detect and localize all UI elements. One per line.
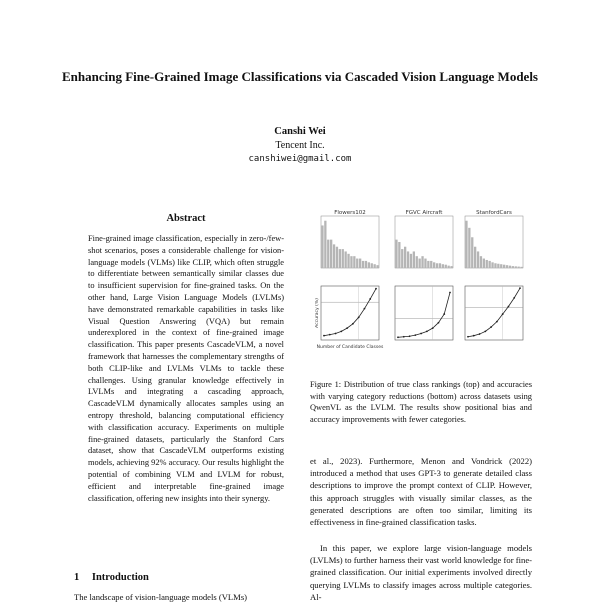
section-number: 1	[74, 572, 80, 583]
accuracy-line	[468, 288, 520, 337]
histogram-bar	[371, 263, 373, 268]
accuracy-point	[340, 330, 342, 332]
accuracy-point	[479, 333, 481, 335]
accuracy-point	[323, 335, 325, 337]
intro-first-line: The landscape of vision-language models (VLMs)	[74, 592, 248, 602]
histogram-bar	[427, 261, 429, 268]
accuracy-point	[409, 335, 411, 337]
accuracy-point	[519, 287, 521, 289]
histogram-bar	[350, 256, 352, 268]
accuracy-point	[496, 321, 498, 323]
histogram-bar	[489, 261, 491, 268]
histogram-bar	[497, 264, 499, 268]
histogram-bar	[416, 256, 418, 268]
accuracy-point	[335, 333, 337, 335]
line-chart-frame	[465, 286, 523, 340]
accuracy-point	[426, 330, 428, 332]
histogram-bar	[486, 260, 488, 268]
histogram-bar	[450, 266, 452, 268]
accuracy-point	[438, 322, 440, 324]
author-email[interactable]: canshiwei@gmail.com	[248, 154, 352, 164]
histogram-bar	[518, 267, 520, 268]
histogram-bar	[365, 261, 367, 268]
histogram-bar	[477, 251, 479, 268]
histogram-bar	[445, 265, 447, 268]
histogram-bar	[483, 259, 485, 268]
histogram-bar	[494, 263, 496, 268]
histogram-bar	[376, 265, 378, 268]
figure-1	[315, 208, 535, 373]
histogram-bar	[520, 267, 522, 268]
accuracy-point	[473, 335, 475, 337]
accuracy-point	[502, 313, 504, 315]
section-heading	[74, 572, 149, 583]
histogram-bar	[421, 256, 423, 268]
histogram-bar	[468, 228, 470, 268]
author-name: Canshi Wei	[274, 126, 326, 137]
histogram-bar	[347, 254, 349, 268]
accuracy-point	[346, 327, 348, 329]
accuracy-point	[484, 330, 486, 332]
y-axis-label: Accuracy (%)	[315, 298, 320, 328]
accuracy-point	[443, 313, 445, 315]
histogram-bar	[339, 249, 341, 268]
histogram-bar	[395, 240, 397, 268]
accuracy-point	[364, 308, 366, 310]
histogram-bar	[353, 256, 355, 268]
histogram-bar	[359, 259, 361, 268]
histogram-bar	[465, 221, 467, 268]
figure-caption: Figure 1: Distribution of true class rankings (top) and accuracies with varying category reductions (bottom) across datasets using QwenVL as the LVLM. The results show positional bias and accuracy improvements with fewer categories.	[310, 380, 532, 424]
histogram-bar	[503, 265, 505, 268]
histogram-bar	[413, 251, 415, 268]
panel-title: Flowers102	[334, 210, 366, 216]
histogram-bar	[324, 221, 326, 268]
histogram-bar	[512, 266, 514, 268]
accuracy-point	[449, 292, 451, 294]
histogram-bar	[480, 256, 482, 268]
histogram-bar	[336, 247, 338, 268]
histogram-bar	[356, 259, 358, 268]
histogram-bar	[506, 265, 508, 268]
histogram-bar	[491, 262, 493, 268]
histogram-bar	[330, 240, 332, 268]
histogram-bar	[407, 251, 409, 268]
histogram-bar	[333, 244, 335, 268]
histogram-frame	[395, 216, 453, 268]
histogram-bar	[321, 225, 323, 268]
histogram-bar	[374, 264, 376, 268]
histogram-bar	[345, 251, 347, 268]
histogram-bar	[404, 247, 406, 268]
accuracy-point	[369, 298, 371, 300]
histogram-bar	[327, 240, 329, 268]
author-affiliation: Tencent Inc.	[275, 140, 325, 151]
histogram-bar	[509, 266, 511, 268]
accuracy-point	[352, 323, 354, 325]
accuracy-point	[358, 316, 360, 318]
histogram-bar	[419, 259, 421, 268]
histogram-bar	[439, 263, 441, 268]
histogram-bar	[362, 261, 364, 268]
section-title: Introduction	[91, 572, 149, 583]
histogram-frame	[465, 216, 523, 268]
abstract-text: Fine-grained image classification, especially in zero-/few-shot scenarios, poses a considerable challenge for vision-language models (VLMs) like CLIP, which often struggle to differentiate between semantically similar classes due to insufficient supervision for fine-grained tasks. On the other hand, Large Vision Language Models (LVLMs) have demonstrated remarkable capabilities in tasks like Visual Question Answering (VQA) but remain underexplored in the context of fine-grained image classification. This paper presents CascadeVLM, a novel framework that harnesses the complementary strengths of both CLIP-like and LVLMs VLMs to tackle these challenges. Using granular knowledge effectively in LVLMs and integrating a cascading approach, CascadeVLM dynamically allocates samples using an entropy threshold, balancing computational efficiency with classification accuracy. Experiments on multiple fine-grained datasets, particularly the Stanford Cars dataset, show that CascadeVLM outperforms existing models, achieving 92% accuracy. Our results highlight the potential of combining VLM and LVLM for robust, efficient and interpretable fine-grained image classification, offering new insights into their synergy.	[88, 234, 284, 503]
histogram-bar	[398, 242, 400, 268]
histogram-bar	[515, 266, 517, 268]
histogram-bar	[471, 237, 473, 268]
x-axis-label: Number of Candidate Classes	[316, 345, 384, 350]
accuracy-point	[490, 326, 492, 328]
right-column-paragraph-1: et al., 2023). Furthermore, Menon and Vondrick (2022) introduced a method that uses GPT-3 to generate detailed class descriptions to improve the prompt context of CLIP. However, this approach struggles with visually similar classes, as the generated descriptions are often too similar, limiting its effectiveness in fine-grained classification tasks.	[310, 456, 532, 528]
accuracy-point	[467, 336, 469, 338]
panel-title: StanfordCars	[476, 210, 512, 216]
accuracy-point	[403, 336, 405, 338]
accuracy-point	[508, 306, 510, 308]
line-chart-frame	[321, 286, 379, 340]
paper-title: Enhancing Fine-Grained Image Classifications via Cascaded Vision Language Models	[62, 69, 538, 84]
histogram-bar	[500, 264, 502, 268]
histogram-bar	[448, 266, 450, 268]
histogram-bar	[442, 264, 444, 268]
accuracy-point	[397, 336, 399, 338]
histogram-bar	[410, 254, 412, 268]
histogram-bar	[368, 262, 370, 268]
histogram-bar	[433, 262, 435, 268]
histogram-bar	[401, 249, 403, 268]
accuracy-line	[398, 292, 450, 337]
abstract-heading: Abstract	[166, 213, 206, 224]
histogram-bar	[424, 259, 426, 268]
histogram-bar	[474, 247, 476, 268]
accuracy-point	[375, 288, 377, 290]
histogram-bar	[436, 263, 438, 268]
panel-title: FGVC Aircraft	[405, 210, 443, 216]
accuracy-point	[329, 334, 331, 336]
accuracy-point	[420, 333, 422, 335]
accuracy-point	[414, 334, 416, 336]
accuracy-point	[432, 327, 434, 329]
histogram-bar	[342, 249, 344, 268]
right-column-paragraph-2: In this paper, we explore large vision-language models (LVLMs) to further harness their vast world knowledge for fine-grained classification. Our initial experiments involved directly querying LVLMs to classify images across multiple categories. Al-	[310, 543, 532, 602]
histogram-frame	[321, 216, 379, 268]
accuracy-line	[324, 289, 376, 336]
accuracy-point	[513, 297, 515, 299]
histogram-bar	[430, 261, 432, 268]
